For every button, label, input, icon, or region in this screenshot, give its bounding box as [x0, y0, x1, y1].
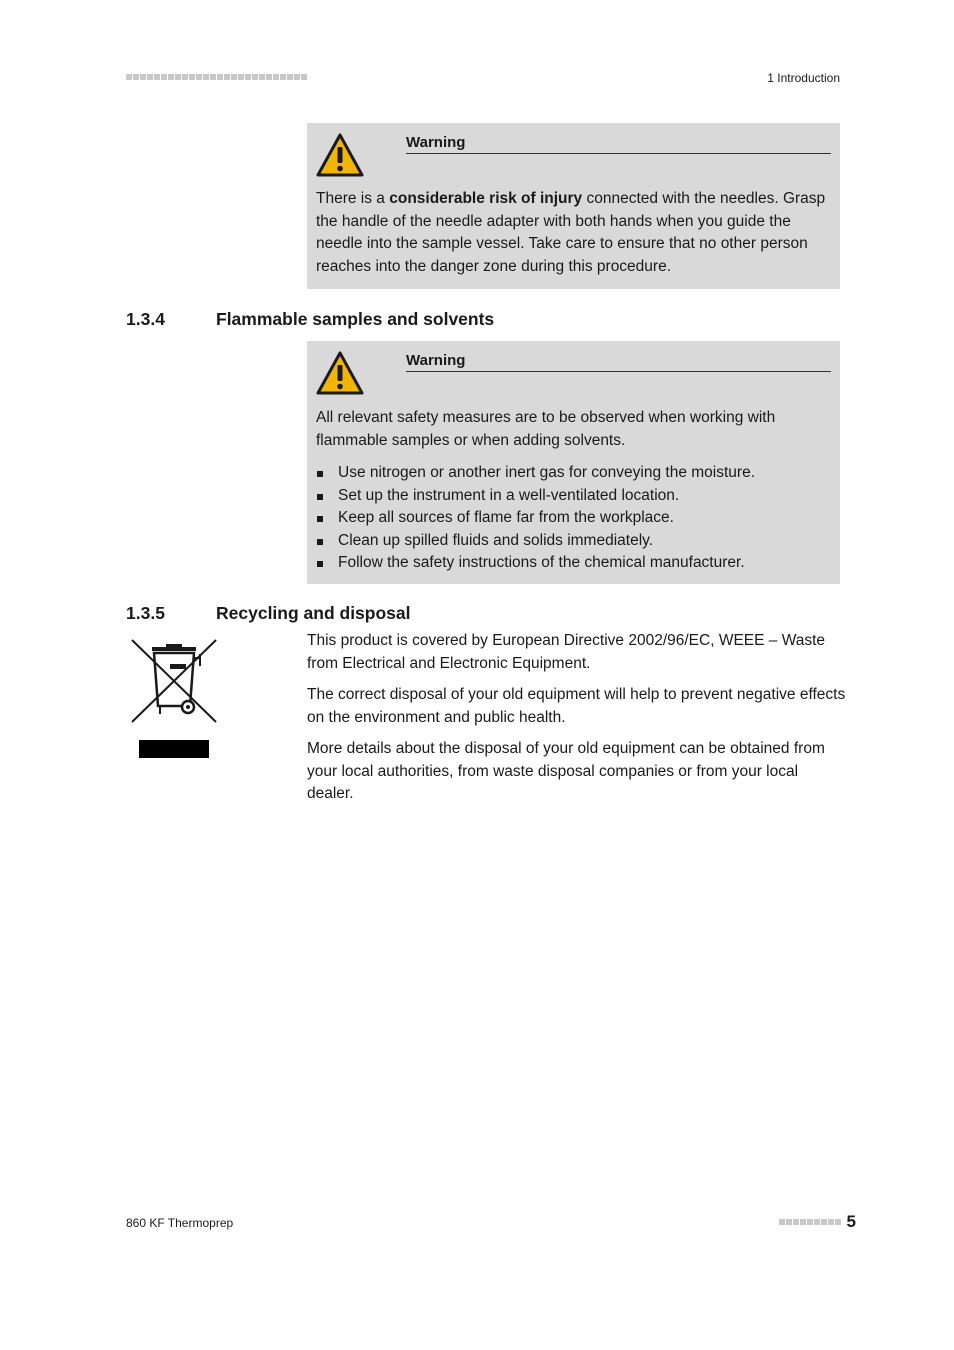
warning-title: Warning — [406, 352, 831, 372]
paragraph: This product is covered by European Directive 2002/96/EC, WEEE – Waste from Electrical and Electronic Equipment. — [307, 632, 826, 672]
footer-page — [779, 1212, 856, 1232]
crossed-out-bin-icon — [130, 636, 218, 760]
paragraph: More details about the disposal of your old equipment can be obtained from your local authorities, from waste disposal companies or from your local dealer. — [307, 740, 825, 802]
warning-text: All relevant safety measures are to be observed when working with flammable samples or when adding solvents. — [316, 409, 776, 449]
list-item: Follow the safety instructions of the chemical manufacturer. — [316, 552, 831, 575]
list-item: Set up the instrument in a well-ventilated location. — [316, 485, 831, 508]
paragraph: The correct disposal of your old equipment will help to prevent negative effects on the environment and public health. — [307, 686, 846, 726]
warning-box-needles — [307, 123, 840, 289]
recycling-text — [307, 630, 847, 815]
warning-title: Warning — [406, 134, 831, 154]
warning-triangle-icon — [316, 133, 364, 177]
safety-bullet-list — [316, 462, 831, 575]
footer-decoration — [779, 1219, 841, 1225]
section-number: 1.3.5 — [126, 603, 165, 623]
section-title: Recycling and disposal — [216, 603, 411, 623]
warning-triangle-icon — [316, 351, 364, 395]
section-title: Flammable samples and solvents — [216, 309, 495, 329]
list-item: Keep all sources of flame far from the workplace. — [316, 507, 831, 530]
warning-text: There is a considerable risk of injury connected with the needles. Grasp the handle of the needle adapter with both hands when you guide the needle into the sample vessel. Take care to ensure that no other person reaches into the danger zone during this procedure. — [316, 190, 826, 275]
warning-box-flammable — [307, 341, 840, 584]
header-decoration — [126, 74, 307, 80]
page-number: 5 — [846, 1212, 856, 1231]
section-number: 1.3.4 — [126, 309, 165, 329]
footer-product-name: 860 KF Thermoprep — [126, 1216, 234, 1230]
section-heading-flammable — [126, 309, 494, 330]
header-section-title: 1 Introduction — [767, 71, 840, 85]
list-item: Use nitrogen or another inert gas for conveying the moisture. — [316, 462, 831, 485]
section-heading-recycling — [126, 603, 411, 624]
warning-emphasis: considerable risk of injury — [389, 190, 583, 207]
list-item: Clean up spilled fluids and solids immediately. — [316, 530, 831, 553]
